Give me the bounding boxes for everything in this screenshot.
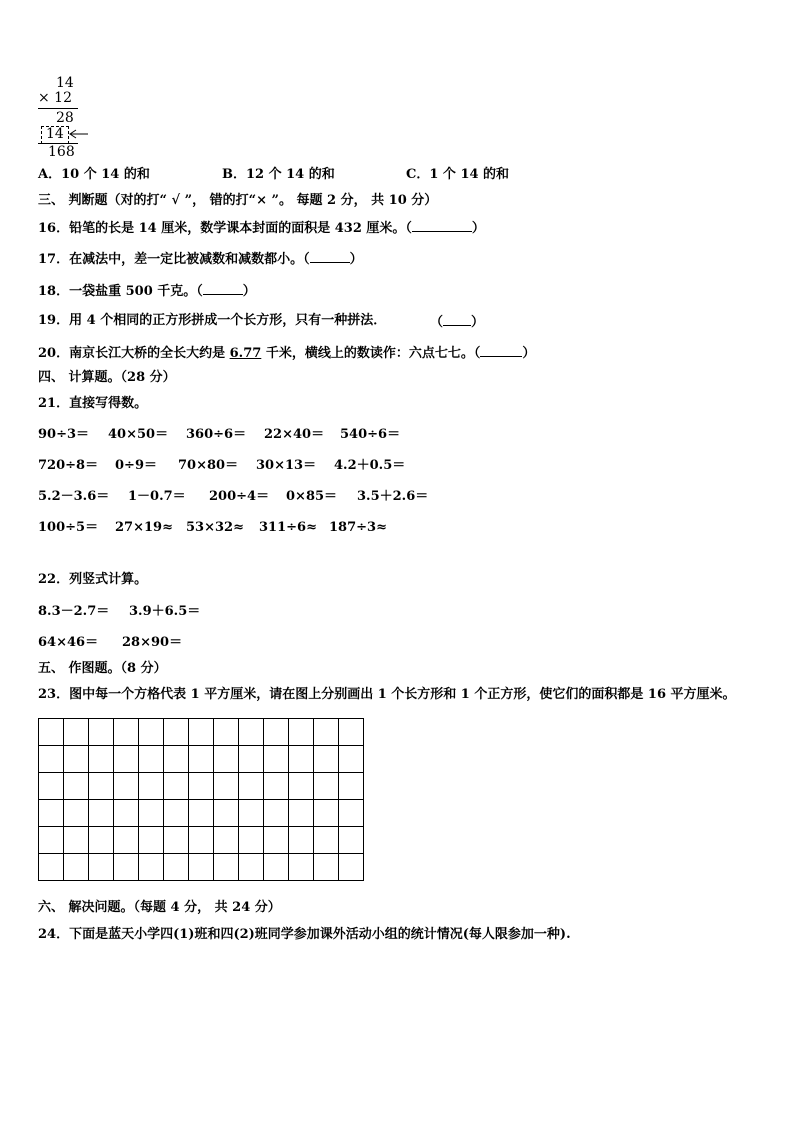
grid-cell[interactable] (264, 854, 289, 881)
grid-cell[interactable] (264, 773, 289, 800)
square-grid[interactable] (38, 718, 364, 881)
grid-cell[interactable] (314, 773, 339, 800)
calc-row (38, 458, 458, 474)
grid-row (39, 827, 364, 854)
partial-product-2: 14 (46, 126, 64, 142)
paren-close: ） (471, 315, 485, 330)
grid-cell[interactable] (239, 827, 264, 854)
question-24: 24．下面是蓝天小学四(1)班和四(2)班同学参加课外活动小组的统计情况(每人限参加一种). (38, 927, 571, 942)
grid-cell[interactable] (264, 800, 289, 827)
calc-item: 5.2－3.6＝ (38, 489, 110, 504)
answer-blank[interactable] (203, 282, 243, 295)
calc-item: 4.2＋0.5＝ (334, 458, 406, 473)
section-6-heading: 六、 解决问题。（每题 4 分， 共 24 分） (38, 900, 281, 915)
grid-cell[interactable] (64, 773, 89, 800)
calc-item: 360÷6＝ (186, 427, 247, 442)
calc-item: 70×80＝ (178, 458, 239, 473)
paren-close: ） (349, 252, 363, 267)
paren-close: ） (522, 346, 536, 361)
calc-item: 64×46＝ (38, 635, 99, 650)
rule-line (38, 108, 78, 109)
grid-row (39, 746, 364, 773)
grid-cell[interactable] (164, 800, 189, 827)
grid-cell[interactable] (64, 854, 89, 881)
calc-item: 28×90＝ (122, 635, 183, 650)
grid-cell[interactable] (39, 746, 64, 773)
grid-cell[interactable] (289, 719, 314, 746)
calc-item: 200÷4＝ (209, 489, 270, 504)
grid-cell[interactable] (214, 800, 239, 827)
grid-cell[interactable] (214, 773, 239, 800)
grid-cell[interactable] (89, 800, 114, 827)
calc-item: 311÷6≈ (259, 520, 317, 535)
grid-cell[interactable] (189, 719, 214, 746)
answer-blank[interactable] (412, 219, 472, 232)
grid-cell[interactable] (239, 800, 264, 827)
calc-row (38, 427, 458, 443)
grid-cell[interactable] (189, 854, 214, 881)
grid-row (39, 719, 364, 746)
answer-blank[interactable] (480, 344, 522, 357)
grid-cell[interactable] (214, 719, 239, 746)
grid-cell[interactable] (64, 827, 89, 854)
grid-cell[interactable] (314, 719, 339, 746)
section-4-heading: 四、 计算题。（28 分） (38, 370, 176, 385)
calc-row (38, 604, 238, 620)
calc-row (38, 635, 238, 651)
calc-item: 40×50＝ (108, 427, 169, 442)
question-20-text-b: 千米，横线上的数读作：六点七七。（ (261, 346, 481, 361)
grid-cell[interactable] (139, 827, 164, 854)
question-18-text: 18．一袋盐重 500 千克。（ (38, 284, 203, 299)
calc-item: 22×40＝ (264, 427, 325, 442)
grid-cell[interactable] (264, 719, 289, 746)
calc-item: 720÷8＝ (38, 458, 99, 473)
grid-cell[interactable] (164, 827, 189, 854)
grid-cell[interactable] (114, 719, 139, 746)
section-5-heading: 五、 作图题。（8 分） (38, 661, 167, 676)
grid-cell[interactable] (339, 773, 364, 800)
paren-close: ） (242, 284, 256, 299)
option-c: C．1 个 14 的和 (406, 167, 510, 182)
grid-cell[interactable] (289, 827, 314, 854)
grid-cell[interactable] (114, 854, 139, 881)
grid-cell[interactable] (89, 827, 114, 854)
grid-cell[interactable] (89, 773, 114, 800)
calc-item: 90÷3＝ (38, 427, 90, 442)
grid-cell[interactable] (139, 773, 164, 800)
grid-cell[interactable] (264, 746, 289, 773)
calc-item: 3.9＋6.5＝ (129, 604, 201, 619)
option-a: A．10 个 14 的和 (38, 167, 150, 182)
grid-cell[interactable] (264, 827, 289, 854)
calc-item: 8.3－2.7＝ (38, 604, 110, 619)
multiplier: × 12 (38, 90, 72, 106)
grid-cell[interactable] (164, 773, 189, 800)
grid-cell[interactable] (239, 746, 264, 773)
grid-cell[interactable] (114, 773, 139, 800)
grid-row (39, 773, 364, 800)
grid-cell[interactable] (239, 719, 264, 746)
question-16 (38, 219, 485, 237)
product: 168 (48, 144, 75, 160)
question-22-title: 22．列竖式计算。 (38, 572, 148, 587)
grid-cell[interactable] (339, 746, 364, 773)
question-20-text-a: 20．南京长江大桥的全长大约是 (38, 346, 230, 361)
grid-cell[interactable] (89, 854, 114, 881)
grid-cell[interactable] (189, 827, 214, 854)
grid-cell[interactable] (289, 854, 314, 881)
calc-row (38, 520, 458, 536)
grid-cell[interactable] (64, 800, 89, 827)
grid-cell[interactable] (239, 773, 264, 800)
question-16-text: 16．铅笔的长是 14 厘米，数学课本封面的面积是 432 厘米。（ (38, 221, 412, 236)
grid-cell[interactable] (314, 800, 339, 827)
grid-cell[interactable] (189, 773, 214, 800)
calc-item: 27×19≈ (115, 520, 173, 535)
calc-item: 0÷9＝ (115, 458, 157, 473)
calc-item: 187÷3≈ (329, 520, 387, 535)
answer-blank[interactable] (310, 250, 350, 263)
grid-cell[interactable] (239, 854, 264, 881)
grid-row (39, 800, 364, 827)
grid-cell[interactable] (39, 800, 64, 827)
question-17 (38, 250, 363, 268)
paren-open: （ (430, 315, 444, 330)
grid-cell[interactable] (164, 719, 189, 746)
calc-item: 53×32≈ (186, 520, 244, 535)
calc-item: 0×85＝ (286, 489, 338, 504)
grid-cell[interactable] (289, 746, 314, 773)
question-18 (38, 282, 256, 300)
grid-cell[interactable] (164, 746, 189, 773)
grid-cell[interactable] (214, 854, 239, 881)
grid-cell[interactable] (214, 827, 239, 854)
grid-cell[interactable] (314, 827, 339, 854)
grid-cell[interactable] (339, 800, 364, 827)
section-3-heading: 三、 判断题（对的打“ √ ”， 错的打“× ”。 每题 2 分， 共 10 分） (38, 193, 438, 208)
calc-item: 3.5＋2.6＝ (357, 489, 429, 504)
grid-cell[interactable] (289, 773, 314, 800)
answer-blank[interactable] (443, 313, 471, 326)
question-19-answer (430, 313, 484, 331)
calc-item: 540÷6＝ (340, 427, 401, 442)
question-19 (38, 313, 386, 329)
calc-row (38, 489, 458, 505)
grid-cell[interactable] (189, 746, 214, 773)
grid-cell[interactable] (314, 746, 339, 773)
grid-cell[interactable] (39, 773, 64, 800)
grid-row (39, 854, 364, 881)
grid-cell[interactable] (114, 800, 139, 827)
grid-cell[interactable] (189, 800, 214, 827)
grid-cell[interactable] (139, 719, 164, 746)
grid-cell[interactable] (339, 854, 364, 881)
grid-cell[interactable] (114, 746, 139, 773)
grid-cell[interactable] (89, 719, 114, 746)
question-19-text: 19．用 4 个相同的正方形拼成一个长方形，只有一种拼法． (38, 313, 387, 328)
question-23: 23．图中每一个方格代表 1 平方厘米，请在图上分别画出 1 个长方形和 1 个正方形，使它们的面积都是 16 平方厘米。 (38, 687, 736, 702)
underlined-number: 6.77 (229, 346, 262, 361)
option-b: B．12 个 14 的和 (222, 167, 335, 182)
grid-cell[interactable] (214, 746, 239, 773)
calc-item: 30×13＝ (256, 458, 317, 473)
grid-cell[interactable] (314, 854, 339, 881)
grid-cell[interactable] (39, 827, 64, 854)
grid-cell[interactable] (339, 827, 364, 854)
arrow-left-icon (68, 127, 90, 141)
multiplicand: 14 (56, 75, 74, 91)
grid-cell[interactable] (139, 854, 164, 881)
grid-cell[interactable] (289, 800, 314, 827)
question-20 (38, 344, 535, 362)
grid-cell[interactable] (114, 827, 139, 854)
grid-cell[interactable] (139, 800, 164, 827)
grid-cell[interactable] (39, 854, 64, 881)
grid-cell[interactable] (139, 746, 164, 773)
question-17-text: 17．在减法中，差一定比被减数和减数都小。（ (38, 252, 310, 267)
grid-cell[interactable] (89, 746, 114, 773)
grid-cell[interactable] (339, 719, 364, 746)
paren-close: ） (471, 221, 485, 236)
calc-item: 100÷5＝ (38, 520, 99, 535)
grid-cell[interactable] (39, 719, 64, 746)
partial-product-1: 28 (56, 110, 74, 126)
question-21-title: 21．直接写得数。 (38, 396, 148, 411)
grid-cell[interactable] (64, 719, 89, 746)
calc-item: 1－0.7＝ (128, 489, 186, 504)
grid-cell[interactable] (64, 746, 89, 773)
grid-cell[interactable] (164, 854, 189, 881)
